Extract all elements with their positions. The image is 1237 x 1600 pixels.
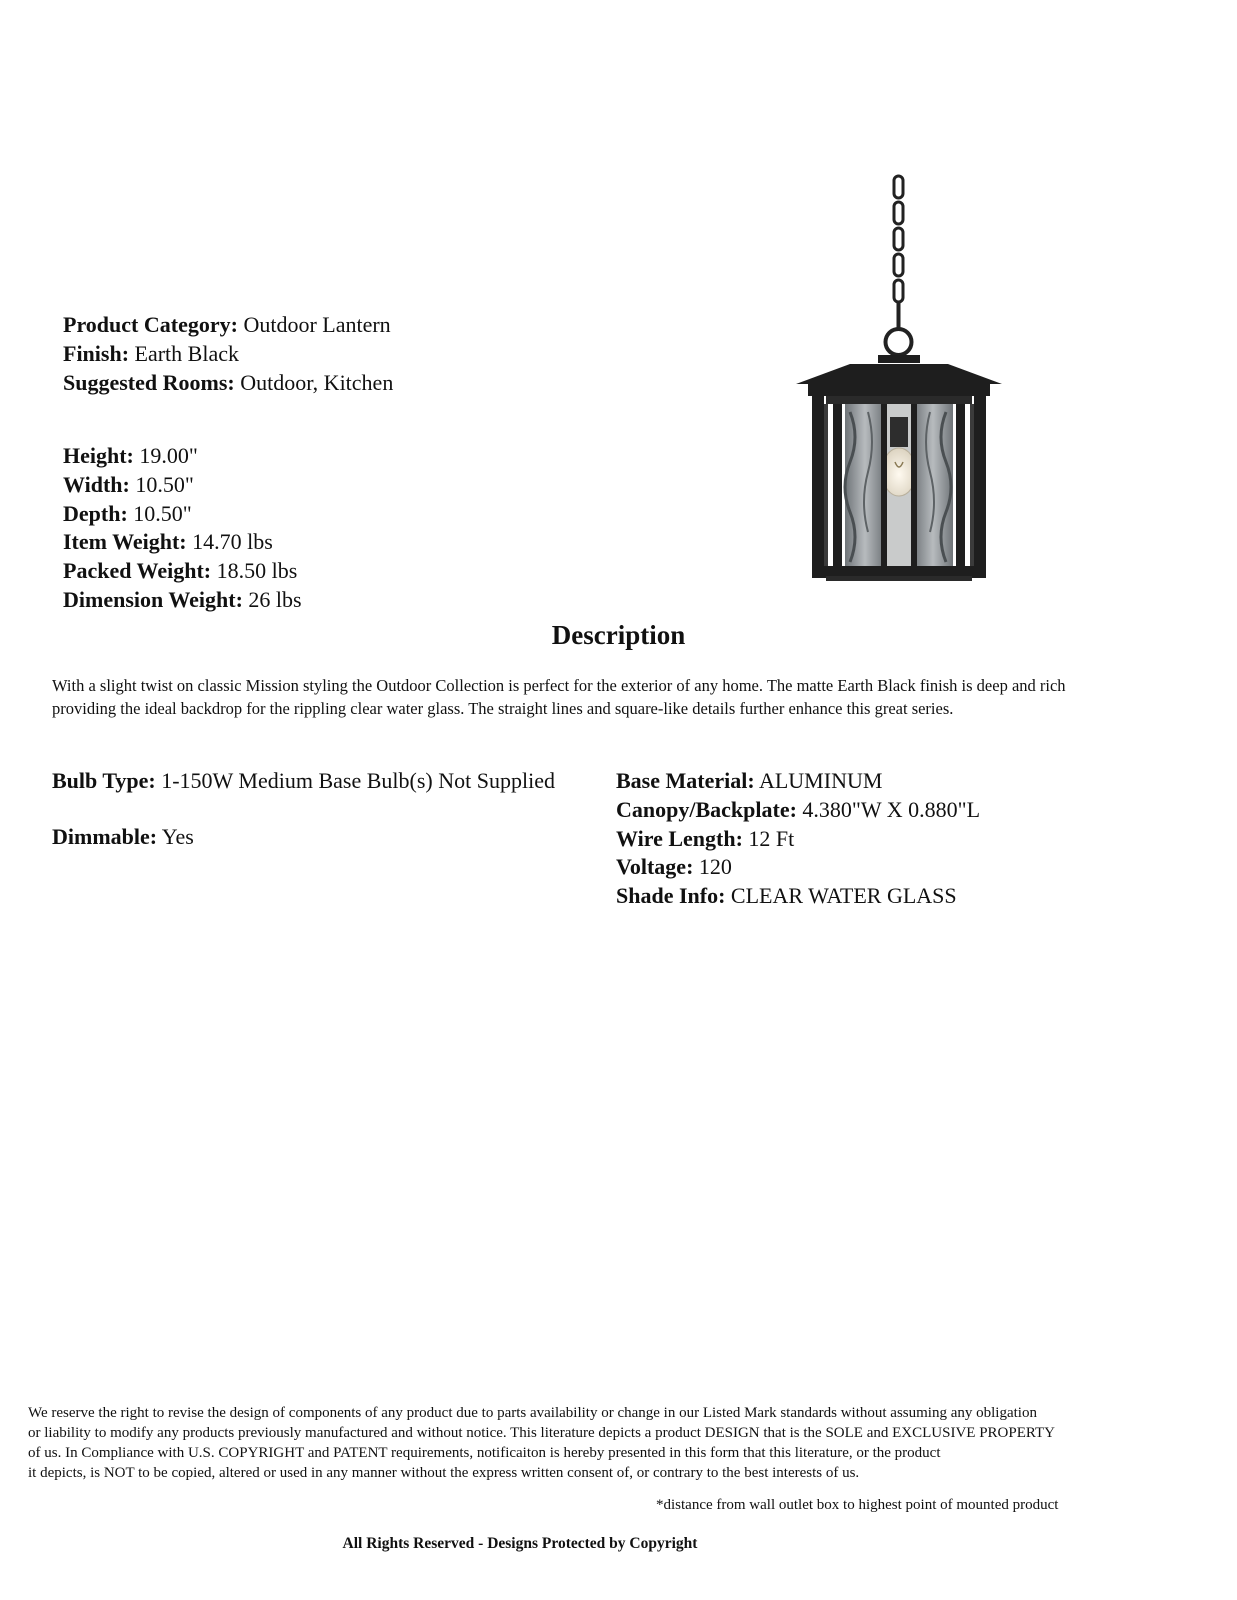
legal-line: it depicts, is NOT to be copied, altered or used in any manner without the express written consent of, or contrary to the best interests of us.	[28, 1465, 860, 1481]
product-image-lantern	[700, 172, 1100, 582]
legal-line: of us. In Compliance with U.S. COPYRIGHT and PATENT requirements, notificaiton is hereby presented in this form that this literature, or the product	[28, 1445, 941, 1461]
copyright-notice: All Rights Reserved - Designs Protected by Copyright	[342, 1535, 698, 1552]
product-info-block	[63, 311, 393, 397]
dimmable-row: Dimmable: Yes	[52, 823, 194, 849]
description-text: With a slight twist on classic Mission styling the Outdoor Collection is perfect for the exterior of any home. The matte Earth Black finish is deep and rich providing the ideal backdrop for the rippling clear water glass. The straight lines and square-like details further enhance this great series.	[52, 676, 1066, 718]
shade-info-row: Shade Info: CLEAR WATER GLASS	[616, 883, 957, 909]
canopy-row: Canopy/Backplate: 4.380"W X 0.880"L	[616, 796, 981, 822]
base-material-row: Base Material: ALUMINUM	[616, 768, 883, 793]
wire-length-row: Wire Length: 12 Ft	[616, 825, 795, 851]
dimension-weight-row: Dimension Weight: 26 lbs	[63, 586, 302, 612]
legal-line: or liability to modify any products previously manufactured and without notice. This literature depicts a product DESIGN that is the SOLE and EXCLUSIVE PROPERTY	[28, 1425, 1055, 1441]
product-category-row: Product Category: Outdoor Lantern	[63, 312, 391, 337]
legal-notice	[28, 1403, 1208, 1483]
description-heading: Description	[551, 620, 686, 650]
electrical-specs-right	[616, 767, 980, 911]
lantern-roof	[796, 355, 1002, 404]
height-row: Height: 19.00"	[63, 443, 198, 468]
chain	[886, 176, 912, 355]
suggested-rooms-row: Suggested Rooms: Outdoor, Kitchen	[63, 369, 394, 395]
dimensions-block	[63, 442, 302, 615]
product-category-value: Outdoor Lantern	[243, 312, 391, 337]
finish-row: Finish: Earth Black	[63, 340, 239, 366]
footnote: *distance from wall outlet box to highest point of mounted product	[656, 1497, 1059, 1513]
bulb-type-row: Bulb Type: 1-150W Medium Base Bulb(s) Not Supplied	[52, 768, 555, 793]
item-weight-row: Item Weight: 14.70 lbs	[63, 529, 273, 555]
finish-value: Earth Black	[134, 340, 239, 366]
voltage-row: Voltage: 120	[616, 854, 732, 880]
width-row: Width: 10.50"	[63, 471, 194, 497]
suggested-rooms-value: Outdoor, Kitchen	[240, 369, 394, 395]
legal-line: We reserve the right to revise the design of components of any product due to parts availability or change in our Listed Mark standards without assuming any obligation	[28, 1405, 1037, 1421]
packed-weight-row: Packed Weight: 18.50 lbs	[63, 558, 298, 584]
depth-row: Depth: 10.50"	[63, 500, 192, 526]
electrical-specs-left	[52, 767, 555, 852]
